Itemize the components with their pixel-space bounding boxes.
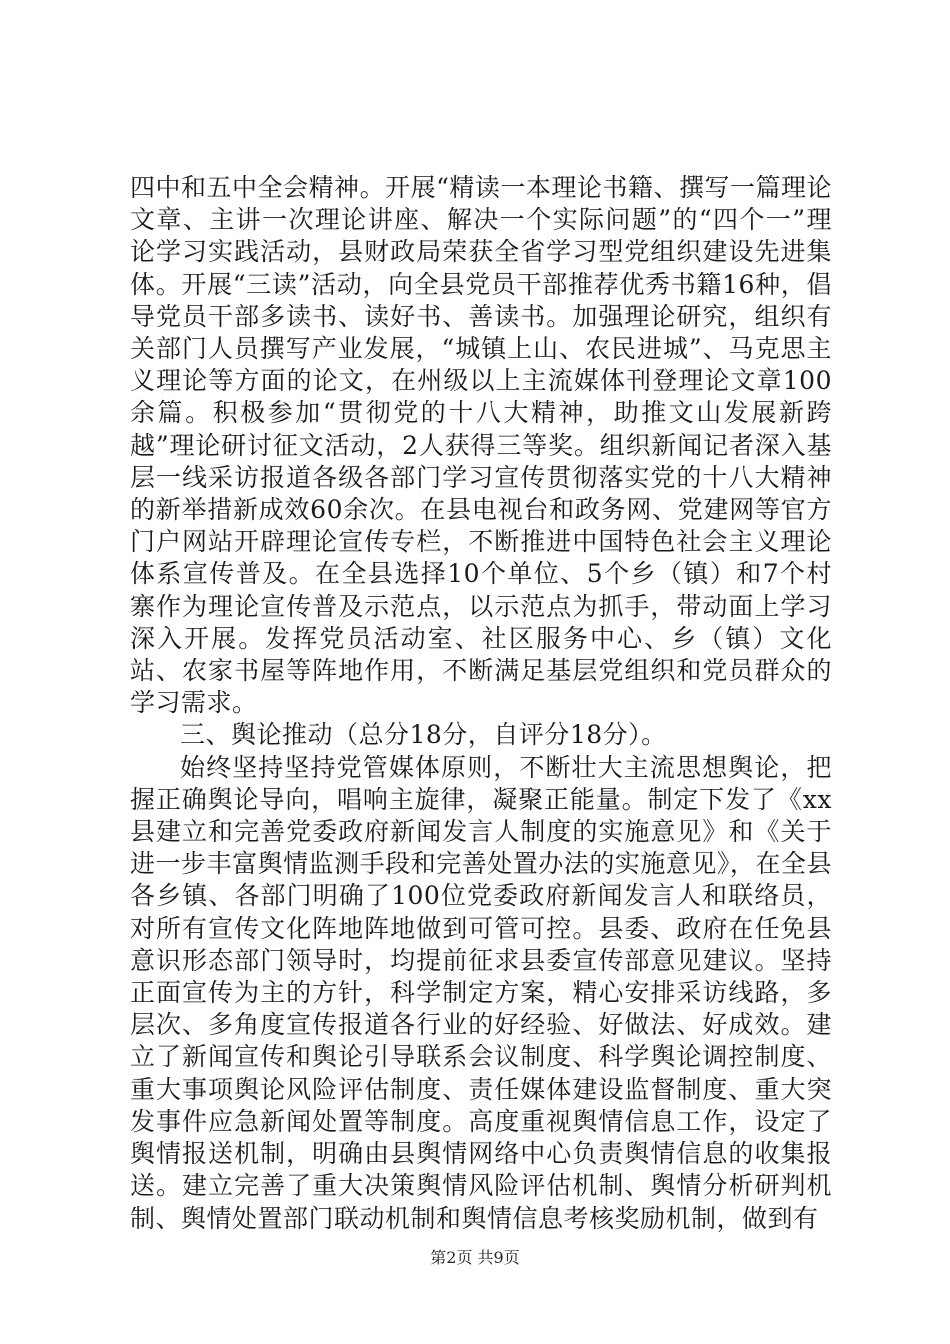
paragraph-public-opinion: 始终坚持坚持党管媒体原则，不断壮大主流思想舆论，把握正确舆论导向，唱响主旋律，凝聚正能量。制定下发了《xx县建立和完善党委政府新闻发言人制度的实施意见》和《关于进一步丰富舆情监测手段和完善处置办法的实施意见》，在全县各乡镇、各部门明确了100位党委政府新闻发言人和联络员，对所有宣传文化阵地阵地做到可管可控。县委、政府在任免县意识形态部门领导时，均提前征求县委宣传部意见建议。坚持正面宣传为主的方针，科学制定方案，精心安排采访线路，多层次、多角度宣传报道各行业的好经验、好做法、好成效。建立了新闻宣传和舆论引导联系会议制度、科学舆论调控制度、重大事项舆论风险评估制度、责任媒体建设监督制度、重大突发事件应急新闻处置等制度。高度重视舆情信息工作，设定了舆情报送机制，明确由县舆情网络中心负责舆情信息的收集报送。建立完善了重大决策舆情风险评估机制、舆情分析研判机制、舆情处置部门联动机制和舆情信息考核奖励机制，做到有 xyxy=(130,752,832,1233)
document-body xyxy=(130,172,832,1235)
section-heading: 三、舆论推动（总分18分，自评分18分）。 xyxy=(180,720,667,750)
paragraph-intro: 四中和五中全会精神。开展“精读一本理论书籍、撰写一篇理论文章、主讲一次理论讲座、解决一个实际问题”的“四个一”理论学习实践活动，县财政局荣获全省学习型党组织建设先进集体。开展“三读”活动，向全县党员干部推荐优秀书籍16种，倡导党员干部多读书、读好书、善读书。加强理论研究，组织有关部门人员撰写产业发展，“城镇上山、农民进城”、马克思主义理论等方面的论文，在州级以上主流媒体刊登理论文章100余篇。积极参加“贯彻党的十八大精神，助推文山发展新跨越”理论研讨征文活动，2人获得三等奖。组织新闻记者深入基层一线采访报道各级各部门学习宣传贯彻落实党的十八大精神的新举措新成效60余次。在县电视台和政务网、党建网等官方门户网站开辟理论宣传专栏，不断推进中国特色社会主义理论体系宣传普及。在全县选择10个单位、5个乡（镇）和7个村寨作为理论宣传普及示范点，以示范点为抓手，带动面上学习深入开展。发挥党员活动室、社区服务中心、乡（镇）文化站、农家书屋等阵地作用，不断满足基层党组织和党员群众的学习需求。 xyxy=(130,173,832,718)
page-number-footer: 第2页 共9页 xyxy=(430,1248,520,1267)
